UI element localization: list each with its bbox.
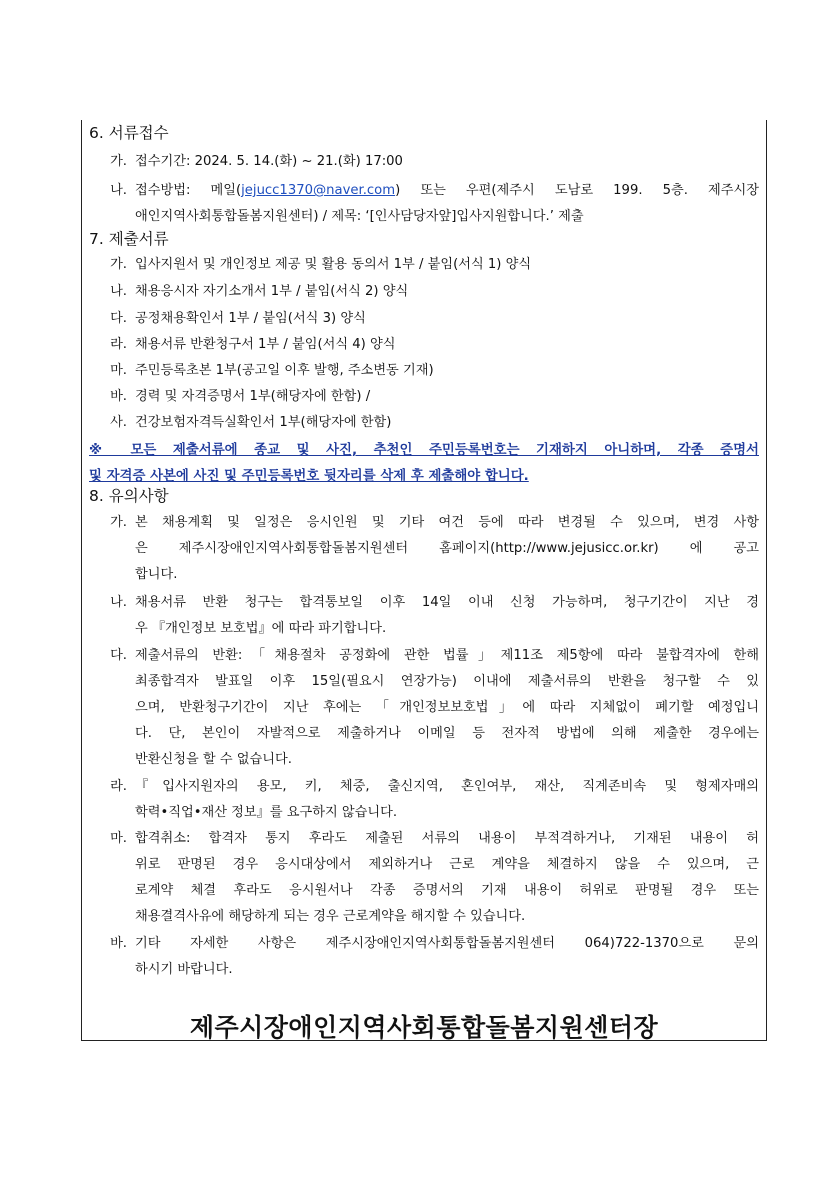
section-8-item [87,643,759,773]
section-7-item [87,410,759,436]
section-7-title: 7. 제출서류 [89,230,169,248]
item-line: 로계약 체결 후라도 응시원서나 각종 증명서의 기재 내용이 허위로 판명될 경우 또는 [135,883,759,898]
notice-warning [89,438,759,490]
section-7-item [87,279,759,305]
item-marker: 다. [110,311,127,326]
section-6-title: 6. 서류접수 [89,124,169,142]
item-text: 채용서류 반환청구서 1부 / 붙임(서식 4) 양식 [135,337,396,352]
email-link[interactable]: jejucc1370@naver.com [241,183,396,198]
section-7-item [87,384,759,410]
item-marker: 다. [110,648,127,663]
section-8-item [87,510,759,588]
item-line: 하시기 바랍니다. [135,962,233,977]
item-line: 반환신청을 할 수 없습니다. [135,752,292,767]
item-text: 공정채용확인서 1부 / 붙임(서식 3) 양식 [135,311,366,326]
item-line: 최종합격자 발표일 이후 15일(필요시 연장가능) 이내에 제출서류의 반환을 청구할 수 있 [135,674,759,689]
submission-method-line-1 [135,178,759,204]
item-line: 『입사지원자의 용모, 키, 체중, 출신지역, 혼인여부, 재산, 직계존비속 및 형제자매의 [135,779,759,794]
item-marker: 사. [110,415,127,430]
section-8-title: 8. 유의사항 [89,487,169,505]
section-8-item [87,590,759,642]
section-8-item [87,931,759,983]
item-marker: 라. [110,779,127,794]
item-text: 채용응시자 자기소개서 1부 / 붙임(서식 2) 양식 [135,284,409,299]
item-marker: 가. [110,515,127,530]
item-marker: 마. [110,831,127,846]
item-line: 기타 자세한 사항은 제주시장애인지역사회통합돌봄지원센터 064)722-1370으로 문의 [135,936,759,951]
section-7-item [87,358,759,384]
item-line: 으며, 반환청구기간이 지난 후에는 「개인정보보호법」에 따라 지체없이 폐기할 예정입니 [135,700,759,715]
item-text: 접수기간: 2024. 5. 14.(화) ~ 21.(화) 17:00 [135,154,403,169]
item-marker: 바. [110,389,127,404]
item-marker: 바. [110,936,127,951]
item-line: 다. 단, 본인이 자발적으로 제출하거나 이메일 등 전자적 방법에 의해 제출한 경우에는 [135,726,759,741]
item-line: 본 채용계획 및 일정은 응시인원 및 기타 여건 등에 따라 변경될 수 있으며, 변경 사항 [135,515,759,530]
item-line: 학력•직업•재산 정보』를 요구하지 않습니다. [135,805,398,820]
section-6-item-b [87,178,759,230]
item-marker: 나. [110,284,127,299]
submission-method-line-2: 애인지역사회통합돌봄지원센터) / 제목: ‘[인사담당자앞]입사지원합니다.’ 제출 [135,209,584,224]
item-line: 합격취소: 합격자 통지 후라도 제출된 서류의 내용이 부적격하거나, 기재된 내용이 허 [135,831,759,846]
item-marker: 가. [110,257,127,272]
item-text: 입사지원서 및 개인정보 제공 및 활용 동의서 1부 / 붙임(서식 1) 양식 [135,257,532,272]
submission-method-suffix: ) 또는 우편(제주시 도남로 199. 5층. 제주시장 [395,183,759,198]
section-7-item [87,252,759,278]
item-marker: 나. [110,183,127,198]
item-text: 경력 및 자격증명서 1부(해당자에 한함) / [135,389,371,404]
submission-method-prefix: 접수방법: 메일( [135,183,242,198]
section-8-item [87,774,759,826]
section-7-item [87,332,759,358]
item-text: 주민등록초본 1부(공고일 이후 발행, 주소변동 기재) [135,363,434,378]
item-line: 은 제주시장애인지역사회통합돌봄지원센터 홈페이지(http://www.jejusicc.or.kr) 에 공고 [135,541,759,556]
issuer-title: 제주시장애인지역사회통합돌봄지원센터장 [189,1013,659,1042]
item-marker: 나. [110,595,127,610]
item-text: 건강보험자격득실확인서 1부(해당자에 한함) [135,415,392,430]
notice-line-2: 및 자격증 사본에 사진 및 주민등록번호 뒷자리를 삭제 후 제출해야 합니다. [89,469,529,484]
notice-line-1: ※ 모든 제출서류에 종교 및 사진, 추천인 주민등록번호는 기재하지 아니하며, 각종 증명서 [89,443,759,458]
item-marker: 마. [110,363,127,378]
item-line: 위로 판명된 경우 응시대상에서 제외하거나 근로 계약을 체결하지 않을 수 있으며, 근 [135,857,759,872]
section-8-item [87,826,759,930]
item-line: 우 『개인정보 보호법』에 따라 파기합니다. [135,621,387,636]
item-line: 제출서류의 반환:「채용절차 공정화에 관한 법률」제11조 제5항에 따라 불합격자에 한해 [135,648,759,663]
item-line: 합니다. [135,567,178,582]
item-line: 채용서류 반환 청구는 합격통보일 이후 14일 이내 신청 가능하며, 청구기간이 지난 경 [135,595,759,610]
item-line: 채용결격사유에 해당하게 되는 경우 근로계약을 해지할 수 있습니다. [135,909,526,924]
item-marker: 라. [110,337,127,352]
section-7-item [87,306,759,332]
section-6-item-a [87,149,759,175]
item-marker: 가. [110,154,127,169]
